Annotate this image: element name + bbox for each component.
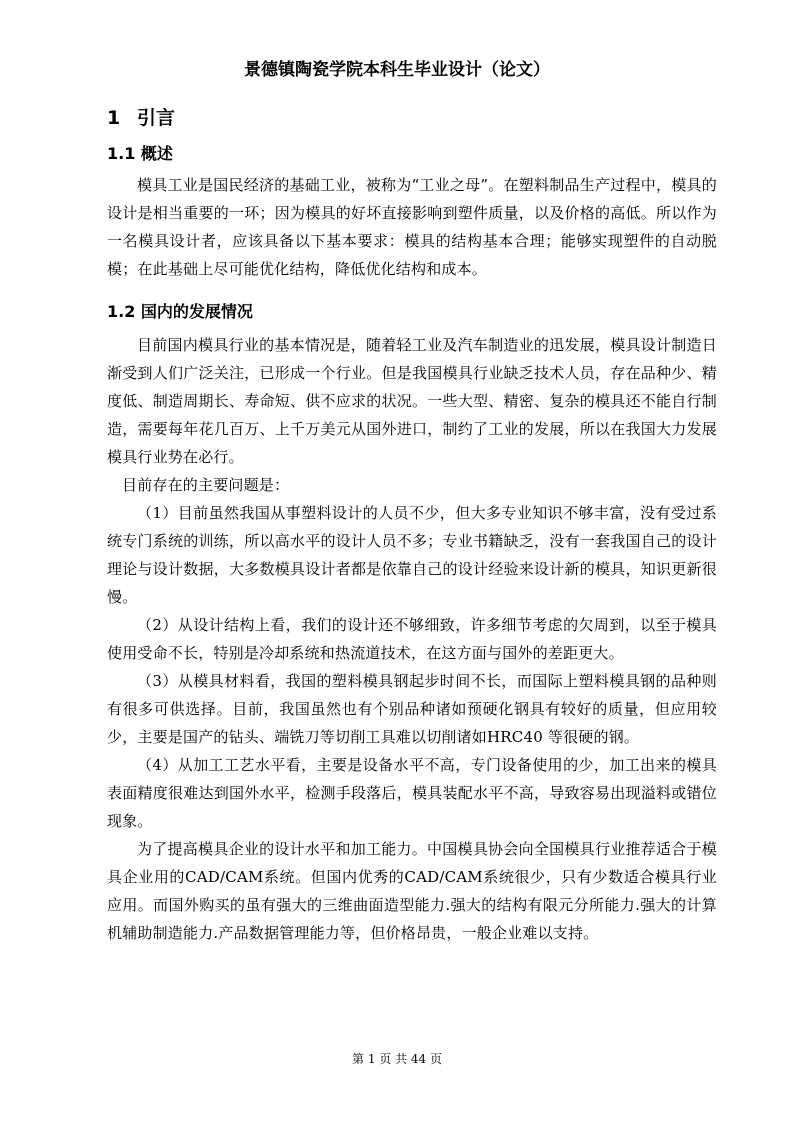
section-heading-1-1: 1.1 概述 bbox=[107, 144, 173, 163]
paragraph: 目前存在的主要问题是： bbox=[122, 476, 290, 494]
section-heading-1-2: 1.2 国内的发展情况 bbox=[107, 302, 253, 321]
section-1-2-body bbox=[107, 331, 717, 947]
section-1-1-body bbox=[107, 171, 717, 283]
paragraph: 模具工业是国民经济的基础工业，被称为“工业之母”。在塑料制品生产过程中，模具的设计是相当重要的一环；因为模具的好坏直接影响到塑件质量，以及价格的高低。所以作为一名模具设计者，应该具备以下基本要求：模具的结构基本合理；能够实现塑件的自动脱模；在此基础上尽可能优化结构，降低优化结构和成本。 bbox=[107, 176, 717, 278]
paragraph: （4）从加工工艺水平看，主要是设备水平不高，专门设备使用的少，加工出来的模具表面精度很难达到国外水平，检测手段落后，模具装配水平不高，导致容易出现溢料或错位现象。 bbox=[107, 756, 717, 830]
paragraph: （3）从模具材料看，我国的塑料模具钢起步时间不长，而国际上塑料模具钢的品种则有很多可供选择。目前，我国虽然也有个别品种诸如预硬化钢具有较好的质量，但应用较少，主要是国产的钻头、端铣刀等切削工具难以切削诸如HRC40 等很硬的钢。 bbox=[107, 672, 717, 746]
page-footer: 第 1 页 共 44 页 bbox=[352, 1052, 442, 1066]
chapter-heading bbox=[107, 104, 175, 132]
chapter-title: 引言 bbox=[137, 107, 176, 129]
paragraph: 为了提高模具企业的设计水平和加工能力。中国模具协会向全国模具行业推荐适合于模具企业用的CAD/CAM系统。但国内优秀的CAD/CAM系统很少，只有少数适合模具行业应用。而国外购买的虽有强大的三维曲面造型能力.强大的结构有限元分所能力.强大的计算机辅助制造能力.产品数据管理能力等，但价格昂贵，一般企业难以支持。 bbox=[107, 840, 717, 942]
document-header-title: 景德镇陶瓷学院本科生毕业设计（论文） bbox=[244, 60, 550, 80]
paragraph: 目前国内模具行业的基本情况是，随着轻工业及汽车制造业的迅发展，模具设计制造日渐受到人们广泛关注，已形成一个行业。但是我国模具行业缺乏技术人员，存在品种少、精度低、制造周期长、寿命短、供不应求的状况。一些大型、精密、复杂的模具还不能自行制造，需要每年花几百万、上千万美元从国外进口，制约了工业的发展，所以在我国大力发展模具行业势在必行。 bbox=[107, 336, 717, 466]
paragraph: （1）目前虽然我国从事塑料设计的人员不少，但大多专业知识不够丰富，没有受过系统专门系统的训练，所以高水平的设计人员不多；专业书籍缺乏，没有一套我国自己的设计理论与设计数据，大多数模具设计者都是依靠自己的设计经验来设计新的模具，知识更新很慢。 bbox=[107, 504, 717, 606]
chapter-number: 1 bbox=[107, 107, 121, 129]
paragraph: （2）从设计结构上看，我们的设计还不够细致，许多细节考虑的欠周到，以至于模具使用受命不长，特别是冷却系统和热流道技术，在这方面与国外的差距更大。 bbox=[107, 616, 717, 662]
